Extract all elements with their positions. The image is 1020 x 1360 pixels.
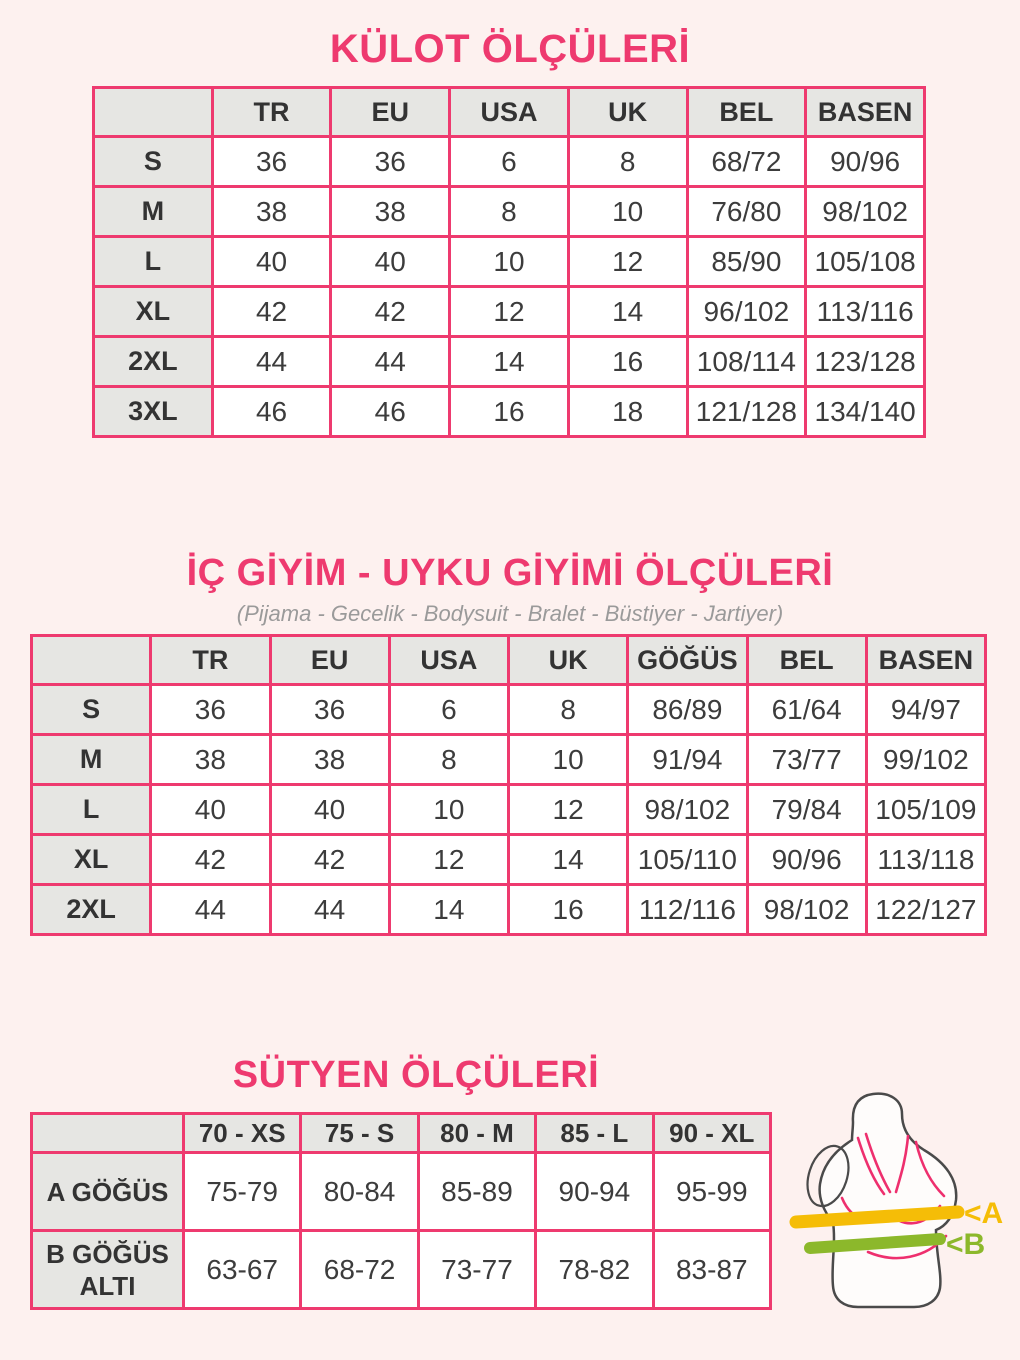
table-row: [32, 835, 986, 885]
table-row: [94, 237, 925, 287]
row-label: B GÖĞÜS ALTI: [32, 1231, 184, 1309]
size-value-cell: 94/97: [866, 685, 985, 735]
row-label: A GÖĞÜS: [32, 1153, 184, 1231]
size-value-cell: 90/96: [806, 137, 925, 187]
column-header: BEL: [747, 636, 866, 685]
table-row: [94, 387, 925, 437]
size-value-cell: 6: [389, 685, 508, 735]
size-value-cell: 108/114: [687, 337, 806, 387]
size-value-cell: 16: [509, 885, 628, 935]
size-value-cell: 91/94: [628, 735, 747, 785]
size-value-cell: 112/116: [628, 885, 747, 935]
row-label: 2XL: [32, 885, 151, 935]
row-label: 3XL: [94, 387, 213, 437]
size-value-cell: 113/118: [866, 835, 985, 885]
size-value-cell: 12: [389, 835, 508, 885]
column-header: TR: [151, 636, 270, 685]
column-header: 70 - XS: [184, 1114, 301, 1153]
size-value-cell: 105/110: [628, 835, 747, 885]
header-row: [32, 636, 986, 685]
icgiyim-size-table: [30, 634, 987, 936]
size-value-cell: 105/108: [806, 237, 925, 287]
size-value-cell: 8: [509, 685, 628, 735]
row-label: M: [32, 735, 151, 785]
table-row: [32, 785, 986, 835]
column-header: UK: [568, 88, 687, 137]
column-header: USA: [389, 636, 508, 685]
column-header: 85 - L: [536, 1114, 653, 1153]
size-value-cell: 38: [151, 735, 270, 785]
size-value-cell: 8: [568, 137, 687, 187]
size-value-cell: 98/102: [747, 885, 866, 935]
icgiyim-subtitle: (Pijama - Gecelik - Bodysuit - Bralet - Büstiyer - Jartiyer): [236, 601, 784, 626]
size-value-cell: 98/102: [806, 187, 925, 237]
column-header: EU: [331, 88, 450, 137]
size-value-cell: 105/109: [866, 785, 985, 835]
table-row: [32, 885, 986, 935]
mannequin-torso: [820, 1094, 957, 1307]
band-b-label: <B: [946, 1228, 986, 1261]
row-label: L: [94, 237, 213, 287]
icgiyim-title: İÇ GİYİM - UYKU GİYİMİ ÖLÇÜLERİ: [186, 552, 834, 594]
size-value-cell: 10: [509, 735, 628, 785]
column-header: GÖĞÜS: [628, 636, 747, 685]
size-value-cell: 42: [270, 835, 389, 885]
size-value-cell: 10: [450, 237, 569, 287]
column-header: EU: [270, 636, 389, 685]
column-header: USA: [450, 88, 569, 137]
table-row: [32, 1231, 771, 1309]
table-row: [32, 1153, 771, 1231]
size-value-cell: 36: [151, 685, 270, 735]
size-value-cell: 8: [389, 735, 508, 785]
size-value-cell: 46: [212, 387, 331, 437]
row-label: S: [94, 137, 213, 187]
size-value-cell: 12: [568, 237, 687, 287]
table-row: [94, 287, 925, 337]
table-row: [32, 685, 986, 735]
size-value-cell: 14: [389, 885, 508, 935]
size-value-cell: 10: [389, 785, 508, 835]
sutyen-title: SÜTYEN ÖLÇÜLERİ: [232, 1054, 600, 1096]
size-value-cell: 68/72: [687, 137, 806, 187]
kulot-title: KÜLOT ÖLÇÜLERİ: [329, 27, 691, 71]
size-value-cell: 6: [450, 137, 569, 187]
size-value-cell: 12: [450, 287, 569, 337]
size-value-cell: 76/80: [687, 187, 806, 237]
size-value-cell: 42: [212, 287, 331, 337]
size-value-cell: 95-99: [653, 1153, 770, 1231]
size-value-cell: 122/127: [866, 885, 985, 935]
row-label: 2XL: [94, 337, 213, 387]
row-label: XL: [32, 835, 151, 885]
size-value-cell: 14: [568, 287, 687, 337]
size-value-cell: 36: [331, 137, 450, 187]
bra-measurement-diagram: [778, 1076, 1018, 1316]
row-label: XL: [94, 287, 213, 337]
column-header: 75 - S: [301, 1114, 418, 1153]
size-value-cell: 78-82: [536, 1231, 653, 1309]
column-header: 90 - XL: [653, 1114, 770, 1153]
column-header: BEL: [687, 88, 806, 137]
size-value-cell: 73-77: [418, 1231, 535, 1309]
size-value-cell: 113/116: [806, 287, 925, 337]
size-value-cell: 96/102: [687, 287, 806, 337]
size-value-cell: 36: [270, 685, 389, 735]
size-value-cell: 42: [151, 835, 270, 885]
size-value-cell: 16: [450, 387, 569, 437]
size-value-cell: 38: [270, 735, 389, 785]
header-row: [94, 88, 925, 137]
size-value-cell: 61/64: [747, 685, 866, 735]
size-value-cell: 36: [212, 137, 331, 187]
size-value-cell: 42: [331, 287, 450, 337]
column-header: BASEN: [866, 636, 985, 685]
size-value-cell: 14: [509, 835, 628, 885]
size-value-cell: 8: [450, 187, 569, 237]
size-value-cell: 40: [331, 237, 450, 287]
size-value-cell: 79/84: [747, 785, 866, 835]
size-value-cell: 90-94: [536, 1153, 653, 1231]
table-row: [94, 337, 925, 387]
corner-cell: [32, 1114, 184, 1153]
table-row: [94, 187, 925, 237]
size-value-cell: 44: [270, 885, 389, 935]
size-value-cell: 44: [331, 337, 450, 387]
size-value-cell: 80-84: [301, 1153, 418, 1231]
size-value-cell: 99/102: [866, 735, 985, 785]
size-value-cell: 73/77: [747, 735, 866, 785]
row-label: S: [32, 685, 151, 735]
corner-cell: [32, 636, 151, 685]
size-value-cell: 40: [270, 785, 389, 835]
size-value-cell: 123/128: [806, 337, 925, 387]
table-row: [94, 137, 925, 187]
table-row: [32, 735, 986, 785]
size-value-cell: 44: [212, 337, 331, 387]
kulot-size-table: [92, 86, 926, 438]
row-label: M: [94, 187, 213, 237]
size-value-cell: 38: [212, 187, 331, 237]
size-value-cell: 38: [331, 187, 450, 237]
size-value-cell: 63-67: [184, 1231, 301, 1309]
size-value-cell: 121/128: [687, 387, 806, 437]
size-value-cell: 134/140: [806, 387, 925, 437]
size-value-cell: 85-89: [418, 1153, 535, 1231]
sutyen-size-table: [30, 1112, 772, 1310]
size-value-cell: 90/96: [747, 835, 866, 885]
band-a-label: <A: [964, 1197, 1004, 1230]
column-header: 80 - M: [418, 1114, 535, 1153]
size-value-cell: 46: [331, 387, 450, 437]
size-value-cell: 16: [568, 337, 687, 387]
column-header: UK: [509, 636, 628, 685]
size-value-cell: 68-72: [301, 1231, 418, 1309]
size-value-cell: 40: [212, 237, 331, 287]
size-value-cell: 44: [151, 885, 270, 935]
header-row: [32, 1114, 771, 1153]
size-value-cell: 86/89: [628, 685, 747, 735]
size-value-cell: 12: [509, 785, 628, 835]
corner-cell: [94, 88, 213, 137]
size-value-cell: 10: [568, 187, 687, 237]
column-header: BASEN: [806, 88, 925, 137]
size-value-cell: 83-87: [653, 1231, 770, 1309]
size-value-cell: 18: [568, 387, 687, 437]
size-value-cell: 85/90: [687, 237, 806, 287]
column-header: TR: [212, 88, 331, 137]
size-value-cell: 14: [450, 337, 569, 387]
row-label: L: [32, 785, 151, 835]
size-value-cell: 40: [151, 785, 270, 835]
size-value-cell: 98/102: [628, 785, 747, 835]
size-value-cell: 75-79: [184, 1153, 301, 1231]
